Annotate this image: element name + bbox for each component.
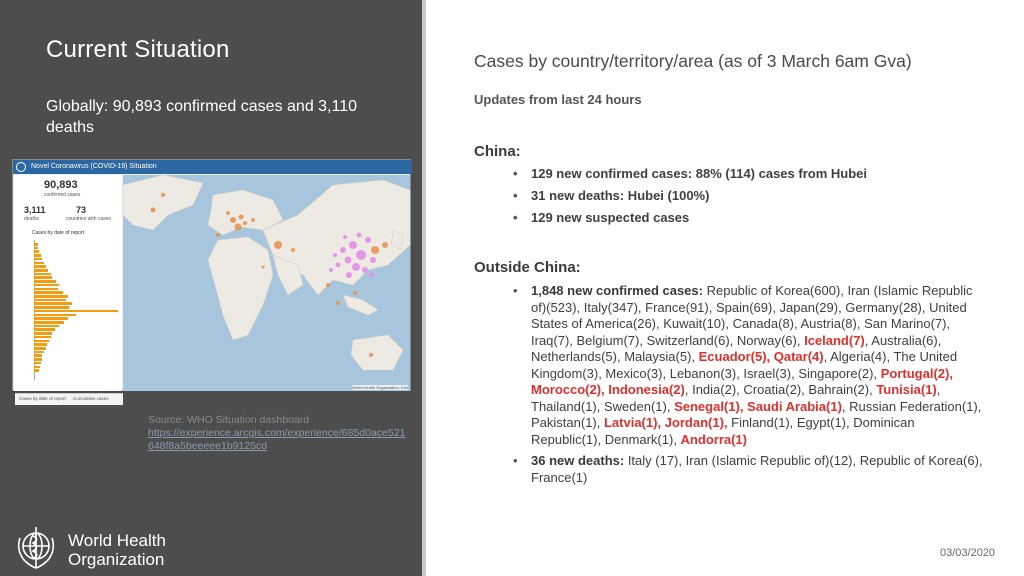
map-attribution: World Health Organization, Esri <box>352 385 408 390</box>
deaths-text: Italy (17), Iran (Islamic Republic of)(12), Republic of Korea(6), France(1) <box>531 453 983 485</box>
dashboard-title: Novel Coronavirus (COVID-19) Situation <box>31 163 157 170</box>
cases-bar <box>34 295 68 298</box>
tab-cumulative[interactable]: Cumulative cases <box>73 396 109 401</box>
outside-china-heading: Outside China: <box>474 259 581 276</box>
deaths-label: 36 new deaths: <box>531 453 625 468</box>
country-text: , Russian Federation(1), Pakistan(1), <box>531 398 982 430</box>
countries-label: countries with cases <box>66 216 112 222</box>
cases-bar <box>34 288 58 291</box>
country-text: Republic of Korea(600), Iran (Islamic Republic of)(523), Italy(347), France(91), Spain(69), Japan(29), Germany(28), United States of America(26), Kuwait(10), Canada(8), Austria(8), San Marino(7), Iraq(7), Belgium(7), Switzerland(6), Norway(6), <box>531 283 973 348</box>
current-situation-title: Current Situation <box>46 36 230 63</box>
new-country-highlight: Portugal(2), Morocco(2), Indonesia(2) <box>531 365 953 397</box>
world-map-graphic <box>123 175 410 391</box>
cases-bar <box>34 243 38 246</box>
cases-bar <box>34 265 46 268</box>
confirmed-label: confirmed cases <box>44 192 81 198</box>
countries-count: 73 <box>76 205 87 215</box>
confirmed-count: 90,893 <box>44 179 78 191</box>
list-item: • 129 new suspected cases <box>507 210 1007 227</box>
cases-bar <box>34 284 59 287</box>
dashboard-header <box>13 160 412 174</box>
cases-bar <box>34 299 66 302</box>
new-country-highlight: Tunisia(1) <box>876 382 937 397</box>
dashboard-tabs <box>15 393 123 405</box>
cases-bar <box>34 362 41 365</box>
china-list <box>507 166 1007 232</box>
cases-bar <box>34 314 76 317</box>
source-note <box>148 414 408 453</box>
country-text: , Thailand(1), Sweden(1), <box>531 382 941 414</box>
who-emblem-icon <box>16 162 26 172</box>
cases-bar <box>34 351 44 354</box>
cases-bar <box>34 250 39 253</box>
country-text: , India(2), Croatia(2), Bahrain(2), <box>684 382 877 397</box>
cases-bar <box>34 336 51 339</box>
cases-bar <box>34 343 47 346</box>
new-country-highlight: Senegal(1), Saudi Arabia(1) <box>674 398 842 414</box>
deaths-label: deaths <box>24 216 40 222</box>
country-text: Finland(1), Egypt(1), Dominican Republic(1), Denmark(1), <box>531 415 915 447</box>
cases-bar <box>34 306 69 309</box>
outside-china-list <box>507 283 987 491</box>
cases-bar <box>34 302 72 305</box>
cases-label: 1,848 new confirmed cases: <box>531 283 703 298</box>
cases-bar <box>34 247 38 250</box>
cases-bar <box>34 269 48 272</box>
new-deaths-item <box>507 453 987 486</box>
cases-bar <box>34 321 64 324</box>
cases-bar-chart <box>34 243 120 373</box>
cases-bar <box>34 347 46 350</box>
cases-bar <box>34 332 52 335</box>
dashboard-screenshot <box>12 159 411 401</box>
source-label: Source: WHO Situation dashboard <box>148 414 310 426</box>
cases-bar <box>34 325 59 328</box>
who-logo-icon <box>12 524 60 572</box>
cases-bar <box>34 328 55 331</box>
who-wordmark <box>68 531 166 569</box>
country-text: , Australia(6), Netherlands(5), Malaysia(5), <box>531 332 942 364</box>
tab-cases-by-date[interactable]: Cases by date of report <box>19 396 66 401</box>
who-wordmark-line2: Organization <box>68 550 165 569</box>
country-text: , Algeria(4), The United Kingdom(3), Mexico(3), Lebanon(3), Israel(3), Singapore(2), <box>531 349 958 381</box>
new-country-highlight: Latvia(1), Jordan(1), <box>603 415 728 430</box>
who-wordmark-line1: World Health <box>68 531 166 550</box>
new-country-highlight: Andorra(1) <box>680 431 747 447</box>
cases-bar <box>34 369 39 372</box>
new-country-highlight: Ecuador(5), Qatar(4) <box>698 349 824 364</box>
cases-bar <box>34 354 42 357</box>
list-item: • 31 new deaths: Hubei (100%) <box>507 188 1007 205</box>
china-heading: China: <box>474 143 521 160</box>
list-item: • 129 new confirmed cases: 88% (114) cases from Hubei <box>507 166 1007 183</box>
cases-bar <box>34 276 52 279</box>
cases-bar <box>34 280 56 283</box>
cases-bar <box>34 291 63 294</box>
source-link[interactable]: https://experience.arcgis.com/experience/685d0ace521648f8a5beeeee1b9125cd <box>148 427 406 452</box>
cases-bar <box>34 262 44 265</box>
cases-bar <box>34 358 42 361</box>
cases-bar <box>34 366 40 369</box>
cases-bar <box>34 317 68 320</box>
cases-bar <box>34 273 51 276</box>
global-summary: Globally: 90,893 confirmed cases and 3,110 deaths <box>46 98 358 136</box>
new-confirmed-cases-item <box>507 283 987 448</box>
dashboard-stats-panel <box>14 175 122 401</box>
panel-divider <box>422 0 426 576</box>
cases-bar <box>34 310 118 313</box>
deaths-count: 3,111 <box>24 205 46 215</box>
cases-chart-title: Cases by date of report <box>32 230 84 236</box>
world-map[interactable] <box>123 175 410 391</box>
cases-bar <box>34 258 42 261</box>
new-country-highlight: Iceland(7) <box>804 332 865 348</box>
cases-bar <box>34 254 41 257</box>
updates-heading: Updates from last 24 hours <box>474 92 642 107</box>
cases-by-country-title: Cases by country/territory/area (as of 3 March 6am Gva) <box>474 51 912 71</box>
cases-bar <box>34 340 49 343</box>
slide-date: 03/03/2020 <box>940 547 996 559</box>
